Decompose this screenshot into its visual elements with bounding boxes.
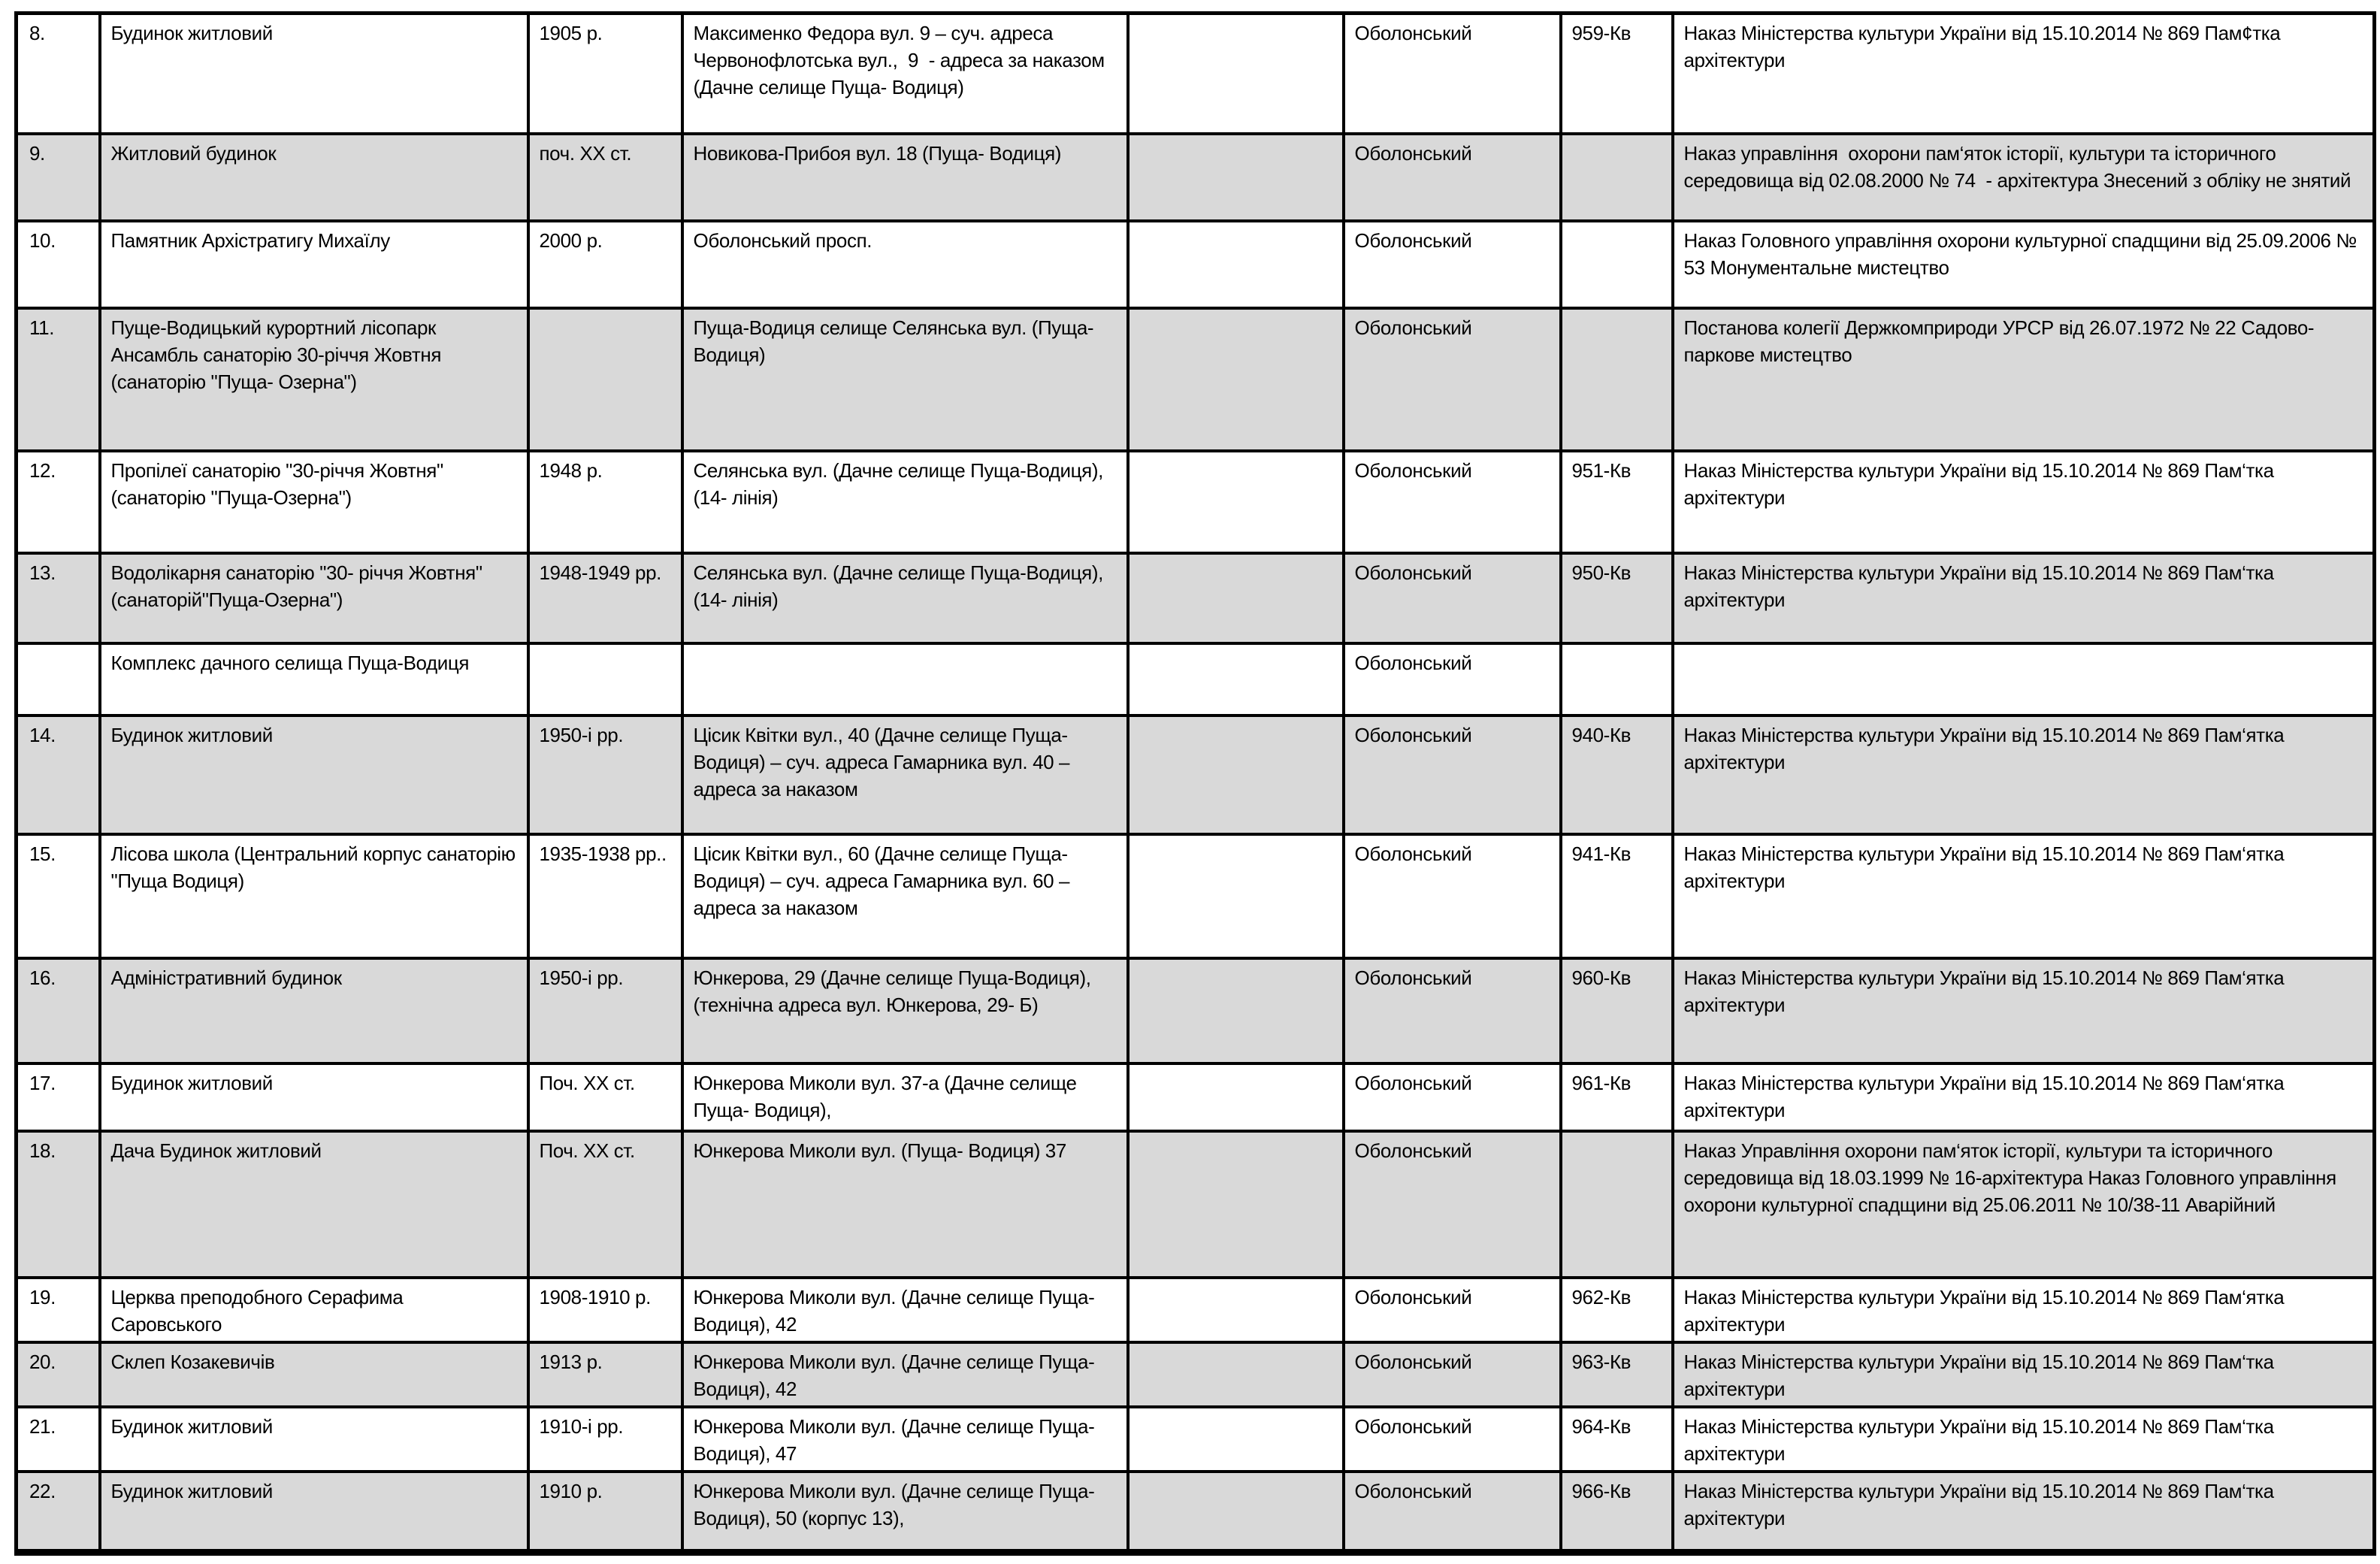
cell-district: Оболонський [1344, 643, 1561, 715]
cell-name: Будинок житловий [100, 715, 528, 834]
cell-blank [1128, 643, 1344, 715]
cell-name: Будинок житловий [100, 1063, 528, 1131]
cell-district: Оболонський [1344, 451, 1561, 553]
cell-date: Поч. ХХ ст. [528, 1131, 682, 1278]
cell-blank [1128, 451, 1344, 553]
cell-code: 964-Кв [1561, 1407, 1673, 1472]
cell-number: 8. [17, 14, 100, 134]
cell-number: 18. [17, 1131, 100, 1278]
cell-district: Оболонський [1344, 308, 1561, 451]
cell-district: Оболонський [1344, 134, 1561, 221]
cell-number: 21. [17, 1407, 100, 1472]
cell-district: Оболонський [1344, 553, 1561, 643]
cell-date [528, 308, 682, 451]
cell-code: 941-Кв [1561, 834, 1673, 958]
cell-number: 19. [17, 1278, 100, 1342]
cell-number: 15. [17, 834, 100, 958]
cell-document: Наказ Міністерства культури України від 15.10.2014 № 869 Пам‘ятка архітектури [1673, 1063, 2375, 1131]
table-row-11 [17, 308, 2375, 451]
cell-document: Постанова колегії Держкомприроди УРСР від 26.07.1972 № 22 Садово-паркове мистецтво [1673, 308, 2375, 451]
cell-code: 963-Кв [1561, 1342, 1673, 1407]
cell-name: Водолікарня санаторію "30- річчя Жовтня" (санаторій"Пуща-Озерна") [100, 553, 528, 643]
table-row-22 [17, 1472, 2375, 1553]
monuments-registry-table [14, 11, 2376, 1556]
cell-name: Дача Будинок житловий [100, 1131, 528, 1278]
cell-number [17, 643, 100, 715]
cell-document: Наказ управління охорони пам‘яток історії, культури та історичного середовища від 02.08.2000 № 74 - архітектура Знесений з обліку не знятий [1673, 134, 2375, 221]
cell-district: Оболонський [1344, 834, 1561, 958]
cell-address: Юнкерова, 29 (Дачне селище Пуща-Водиця), (технічна адреса вул. Юнкерова, 29- Б) [682, 958, 1128, 1063]
table-row-16 [17, 958, 2375, 1063]
cell-blank [1128, 553, 1344, 643]
table-row-21 [17, 1407, 2375, 1472]
cell-date: 1910-і рр. [528, 1407, 682, 1472]
cell-code: 959-Кв [1561, 14, 1673, 134]
table-row-9 [17, 134, 2375, 221]
cell-address: Оболонський просп. [682, 221, 1128, 308]
cell-address: Юнкерова Миколи вул. (Дачне селище Пуща-Водиця), 42 [682, 1278, 1128, 1342]
cell-code [1561, 643, 1673, 715]
cell-date: 1935-1938 рр.. [528, 834, 682, 958]
cell-district: Оболонський [1344, 1278, 1561, 1342]
cell-address: Новикова-Прибоя вул. 18 (Пуща- Водиця) [682, 134, 1128, 221]
cell-district: Оболонський [1344, 1472, 1561, 1553]
cell-document [1673, 643, 2375, 715]
cell-address: Селянська вул. (Дачне селище Пуща-Водиця), (14- лінія) [682, 451, 1128, 553]
cell-address: Селянська вул. (Дачне селище Пуща-Водиця), (14- лінія) [682, 553, 1128, 643]
cell-blank [1128, 958, 1344, 1063]
cell-code: 951-Кв [1561, 451, 1673, 553]
cell-document: Наказ Міністерства культури України від 15.10.2014 № 869 Пам‘ятка архітектури [1673, 834, 2375, 958]
cell-district: Оболонський [1344, 14, 1561, 134]
cell-address: Максименко Федора вул. 9 – суч. адреса Червонофлотська вул., 9 - адреса за наказом (Дачне селище Пуща- Водиця) [682, 14, 1128, 134]
cell-document: Наказ Міністерства культури України від 15.10.2014 № 869 Пам‘тка архітектури [1673, 553, 2375, 643]
table-row-20 [17, 1342, 2375, 1407]
cell-code: 940-Кв [1561, 715, 1673, 834]
cell-district: Оболонський [1344, 1407, 1561, 1472]
cell-address: Юнкерова Миколи вул. (Дачне селище Пуща-Водиця), 47 [682, 1407, 1128, 1472]
table-row-10 [17, 221, 2375, 308]
cell-blank [1128, 1131, 1344, 1278]
cell-name: Адміністративний будинок [100, 958, 528, 1063]
table-row-8 [17, 14, 2375, 134]
cell-address [682, 643, 1128, 715]
cell-number: 12. [17, 451, 100, 553]
cell-document: Наказ Міністерства культури України від 15.10.2014 № 869 Пам‘тка архітектури [1673, 1407, 2375, 1472]
cell-date: 1950-і рр. [528, 958, 682, 1063]
cell-name: Пропілеї санаторію "30-річчя Жовтня" (санаторію "Пуща-Озерна") [100, 451, 528, 553]
cell-code: 966-Кв [1561, 1472, 1673, 1553]
cell-address: Цісик Квітки вул., 40 (Дачне селище Пуща-Водиця) – суч. адреса Гамарника вул. 40 – адреса за наказом [682, 715, 1128, 834]
table-row-unnumbered [17, 643, 2375, 715]
table-row-14 [17, 715, 2375, 834]
cell-document: Наказ Міністерства культури України від 15.10.2014 № 869 Пам‘ятка архітектури [1673, 1278, 2375, 1342]
cell-number: 14. [17, 715, 100, 834]
cell-blank [1128, 834, 1344, 958]
cell-date: 1908-1910 р. [528, 1278, 682, 1342]
cell-number: 11. [17, 308, 100, 451]
cell-blank [1128, 1407, 1344, 1472]
cell-date: 1910 р. [528, 1472, 682, 1553]
cell-blank [1128, 134, 1344, 221]
cell-date: поч. ХХ ст. [528, 134, 682, 221]
cell-name: Будинок житловий [100, 1472, 528, 1553]
cell-name: Церква преподобного Серафима Саровського [100, 1278, 528, 1342]
cell-date: 1948 р. [528, 451, 682, 553]
cell-date: 1948-1949 рр. [528, 553, 682, 643]
cell-blank [1128, 1472, 1344, 1553]
cell-name: Склеп Козакевичів [100, 1342, 528, 1407]
cell-document: Наказ Міністерства культури України від 15.10.2014 № 869 Пам¢тка архітектури [1673, 14, 2375, 134]
cell-number: 9. [17, 134, 100, 221]
cell-document: Наказ Міністерства культури України від 15.10.2014 № 869 Пам‘ятка архітектури [1673, 715, 2375, 834]
table-row-19 [17, 1278, 2375, 1342]
cell-date: 1905 р. [528, 14, 682, 134]
cell-document: Наказ Міністерства культури України від 15.10.2014 № 869 Пам‘тка архітектури [1673, 451, 2375, 553]
cell-district: Оболонський [1344, 1063, 1561, 1131]
cell-name: Пуще-Водицький курортний лісопарк Ансамбль санаторію 30-річчя Жовтня (санаторію "Пуща- Озерна") [100, 308, 528, 451]
cell-document: Наказ Головного управління охорони культурної спадщини від 25.09.2006 № 53 Монументальне мистецтво [1673, 221, 2375, 308]
cell-name: Житловий будинок [100, 134, 528, 221]
cell-date: 2000 р. [528, 221, 682, 308]
cell-blank [1128, 14, 1344, 134]
cell-document: Наказ Міністерства культури України від 15.10.2014 № 869 Пам‘тка архітектури [1673, 1342, 2375, 1407]
cell-blank [1128, 1063, 1344, 1131]
cell-name: Будинок житловий [100, 1407, 528, 1472]
cell-document: Наказ Міністерства культури України від 15.10.2014 № 869 Пам‘тка архітектури [1673, 1472, 2375, 1553]
cell-district: Оболонський [1344, 958, 1561, 1063]
cell-number: 13. [17, 553, 100, 643]
table-row-18 [17, 1131, 2375, 1278]
table-row-13 [17, 553, 2375, 643]
cell-code: 950-Кв [1561, 553, 1673, 643]
table-row-15 [17, 834, 2375, 958]
cell-district: Оболонський [1344, 1131, 1561, 1278]
cell-blank [1128, 1342, 1344, 1407]
cell-name: Будинок житловий [100, 14, 528, 134]
cell-name: Памятник Архістратигу Михаїлу [100, 221, 528, 308]
cell-number: 22. [17, 1472, 100, 1553]
cell-number: 20. [17, 1342, 100, 1407]
cell-address: Юнкерова Миколи вул. (Дачне селище Пуща-Водиця), 42 [682, 1342, 1128, 1407]
cell-blank [1128, 308, 1344, 451]
cell-number: 17. [17, 1063, 100, 1131]
cell-district: Оболонський [1344, 1342, 1561, 1407]
cell-district: Оболонський [1344, 715, 1561, 834]
cell-address: Юнкерова Миколи вул. (Дачне селище Пуща-Водиця), 50 (корпус 13), [682, 1472, 1128, 1553]
cell-document: Наказ Міністерства культури України від 15.10.2014 № 869 Пам‘ятка архітектури [1673, 958, 2375, 1063]
cell-district: Оболонський [1344, 221, 1561, 308]
cell-code [1561, 134, 1673, 221]
cell-name: Комплекс дачного селища Пуща-Водиця [100, 643, 528, 715]
cell-number: 16. [17, 958, 100, 1063]
cell-date: 1913 р. [528, 1342, 682, 1407]
cell-date: Поч. ХХ ст. [528, 1063, 682, 1131]
cell-name: Лісова школа (Центральний корпус санаторію "Пуща Водиця) [100, 834, 528, 958]
cell-address: Юнкерова Миколи вул. (Пуща- Водиця) 37 [682, 1131, 1128, 1278]
table-row-12 [17, 451, 2375, 553]
cell-code [1561, 221, 1673, 308]
cell-blank [1128, 715, 1344, 834]
cell-code: 960-Кв [1561, 958, 1673, 1063]
table-row-17 [17, 1063, 2375, 1131]
cell-address: Пуща-Водиця селище Селянська вул. (Пуща-Водиця) [682, 308, 1128, 451]
cell-address: Цісик Квітки вул., 60 (Дачне селище Пуща-Водиця) – суч. адреса Гамарника вул. 60 – адреса за наказом [682, 834, 1128, 958]
cell-code [1561, 308, 1673, 451]
cell-document: Наказ Управління охорони пам‘яток історії, культури та історичного середовища від 18.03.1999 № 16-архітектура Наказ Головного управління охорони культурної спадщини від 25.06.2011 № 10/38-11 Аварійний [1673, 1131, 2375, 1278]
cell-code: 961-Кв [1561, 1063, 1673, 1131]
cell-code: 962-Кв [1561, 1278, 1673, 1342]
cell-number: 10. [17, 221, 100, 308]
cell-date [528, 643, 682, 715]
cell-code [1561, 1131, 1673, 1278]
cell-date: 1950-і рр. [528, 715, 682, 834]
cell-address: Юнкерова Миколи вул. 37-а (Дачне селище Пуща- Водиця), [682, 1063, 1128, 1131]
cell-blank [1128, 1278, 1344, 1342]
cell-blank [1128, 221, 1344, 308]
